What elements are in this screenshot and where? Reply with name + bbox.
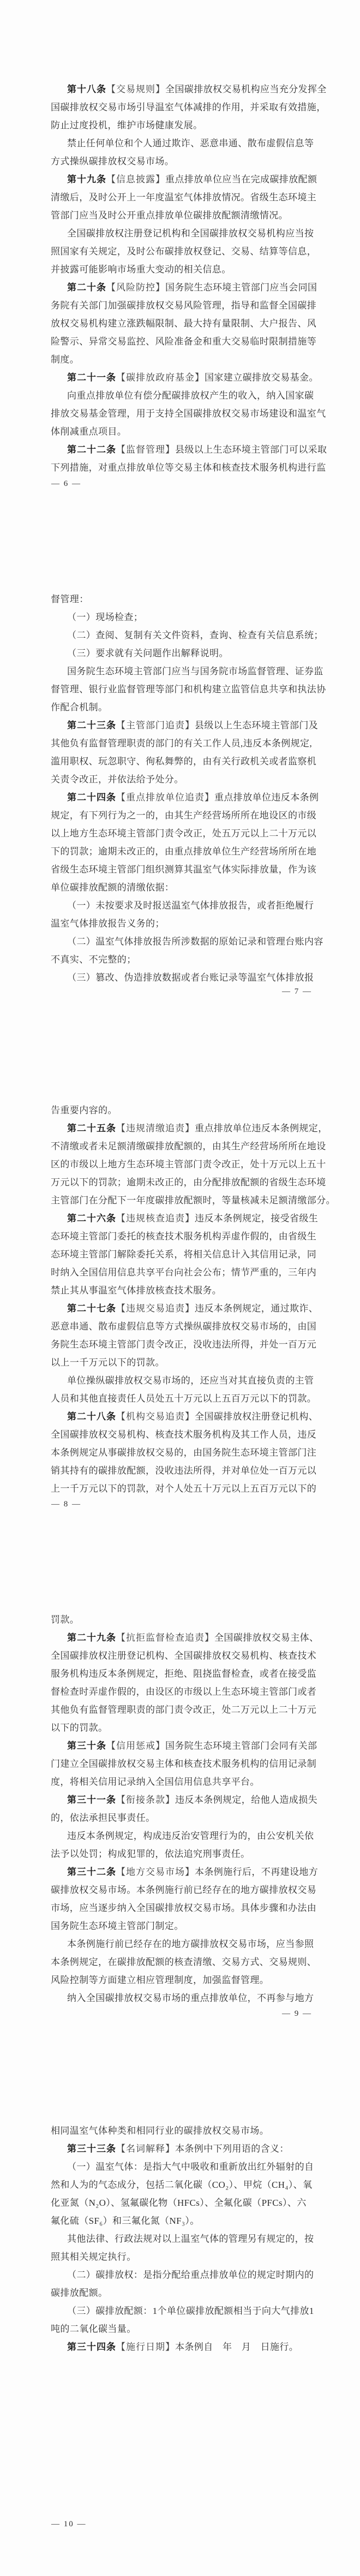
article-number: 第二十六条 <box>67 1213 116 1224</box>
line-text: （三）篡改、伪造排放数据或者台账记录等温室气体排放报 <box>67 972 314 983</box>
line-text: 相同温室气体种类和相同行业的碳排放权交易市场。 <box>51 2126 269 2136</box>
text-line <box>51 1791 315 1809</box>
line-text: 不清缴或者未足额清缴碳排放配额的，由其生产经营场所所在地设 <box>51 1141 326 1152</box>
text-line <box>51 1408 319 1426</box>
line-text: 排放交易基金管理，用于支持全国碳排放权交易市场建设和温室气 <box>51 408 326 419</box>
line-text: 关责令改正，并依法给予处分。 <box>51 774 184 785</box>
article-number: 第三十二条 <box>67 1867 116 1877</box>
line-text: 省级生态环境主管部门组织测算其温室气体实际排放量，作为该 <box>51 864 317 875</box>
text-line <box>51 1245 315 1263</box>
text-line <box>51 860 315 879</box>
line-text: 本条例规定从事碳排放权交易的，由国务院生态环境主管部门注 <box>51 1447 317 1458</box>
text-line <box>51 1173 326 1191</box>
line-text: 区的市级以上地方生态环境主管部门责令改正，处十万元以上五十 <box>51 1159 326 1170</box>
line-text: 人员和其他直接责任人员处五十万元以上五百万元以下的罚款。 <box>51 1393 317 1404</box>
line-text: 全国碳排放权注册登记机构、 <box>195 1411 319 1422</box>
text-line <box>51 369 319 387</box>
text-line <box>51 1719 315 1737</box>
line-text: （一）温室气体：是指大气中吸收和重新放出红外辐射的自 <box>67 2162 314 2172</box>
document-page-9 <box>51 1611 319 2007</box>
line-text: 恶意串通、散布虚假信息等方式操纵碳排放权交易市场的，由国 <box>51 1321 317 1332</box>
text-line <box>51 423 315 441</box>
article-title-bracket: 【机构交易追责】 <box>116 1411 195 1422</box>
text-line <box>51 1701 315 1719</box>
line-text: 吨的二氧化碳当量。 <box>51 2324 136 2334</box>
line-text: 重点排放单位违反本条例 <box>214 792 319 803</box>
document-page-8 <box>51 1101 335 1498</box>
page-number: — 7 — <box>282 987 312 996</box>
line-text: 禁止其从事温室气体排放核查技术服务。 <box>51 1285 222 1296</box>
text-line <box>51 2230 315 2248</box>
line-text: 以上地方生态环境主管部门责令改正，处五万元以上二十万元以 <box>51 828 317 839</box>
text-line <box>51 2266 315 2284</box>
line-text: 国务院生态环境主管部门制定。 <box>51 1921 184 1931</box>
line-text: 体削减重点项目。 <box>51 426 127 437</box>
text-line <box>51 242 315 260</box>
text-line <box>51 1971 315 1989</box>
text-line <box>51 680 326 698</box>
line-text: 态环境主管部门委托的核查技术服务机构弄虚作假的，由省级生 <box>51 1231 317 1242</box>
line-text: 其他负有监督管理职责的部门责令改正，处二万元以上二十万元 <box>51 1705 317 1715</box>
text-line <box>51 824 315 842</box>
line-text: （一）未按要求及时报送温室气体排放报告，或者拒绝履行 <box>67 900 314 911</box>
text-line <box>51 170 315 188</box>
line-text: 违反本条例规定，给他人造成损失 <box>175 1795 317 1805</box>
line-text: 方式操纵碳排放权交易市场。 <box>51 156 175 167</box>
text-line <box>51 278 315 296</box>
line-text: 违反本条例规定，通过欺诈、 <box>195 1303 319 1314</box>
text-line <box>51 2158 315 2176</box>
text-line <box>51 842 315 860</box>
text-line <box>51 296 315 314</box>
line-text: 本条例施行后，不再建设地方 <box>195 1867 319 1877</box>
text-line <box>51 1480 315 1498</box>
line-text: （三）碳排放配额：1个单位碳排放配额相当于向大气排放1 <box>67 2306 314 2316</box>
text-line <box>51 116 315 134</box>
line-text: 全国碳排放权注册登记机构、全国碳排放权交易机构、核查技术 <box>51 1651 317 1661</box>
line-text: 全国碳排放权注册登记机构和全国碳排放权交易机构应当按 <box>67 228 314 239</box>
text-line <box>51 1647 315 1665</box>
article-title-bracket: 【信用惩戒】 <box>106 1741 165 1751</box>
line-text: 服务机构违反本条例规定，拒绝、阻挠监督检查，或者在接受监 <box>51 1669 317 1679</box>
text-line <box>51 897 315 915</box>
text-line <box>51 98 326 116</box>
line-text: 重点排放单位违反本条例规定， <box>195 1123 328 1133</box>
article-number: 第二十四条 <box>67 792 116 803</box>
line-text: 违反本条例规定，接受省级生 <box>195 1213 319 1224</box>
article-number: 第三十三条 <box>67 2144 116 2154</box>
text-line <box>51 1863 319 1881</box>
line-text: 向重点排放单位有偿分配碳排放权产生的收入，纳入国家碳 <box>67 390 314 401</box>
article-number: 第三十条 <box>67 1741 106 1751</box>
line-text: 其他法律、行政法规对以上温室气体的管理另有规定的，按 <box>67 2234 314 2244</box>
article-title-bracket: 【风险防控】 <box>106 282 165 293</box>
line-text: 其他负有监督管理职责的部门的有关工作人员,违反本条例规定, <box>51 738 313 749</box>
line-text: 下的罚款；逾期未改正的，由重点排放单位生产经营场所所在地 <box>51 846 317 857</box>
line-text: 滥用职权、玩忽职守、徇私舞弊的，由有关行政机关或者监察机 <box>51 756 317 767</box>
text-line <box>51 1336 315 1354</box>
document-page-10 <box>51 2122 315 2356</box>
text-line <box>51 1101 315 1119</box>
line-text: 照国家有关规定，及时公布碳排放权登记、交易、结算等信息， <box>51 246 317 257</box>
text-line <box>51 2302 315 2320</box>
text-line <box>51 2122 315 2140</box>
article-title-bracket: 【衔接条款】 <box>116 1795 175 1805</box>
line-text: 态环境主管部门解除委托关系，将相关信息计入其信用记录，同 <box>51 1249 317 1260</box>
text-line <box>51 788 319 806</box>
text-line <box>51 224 315 242</box>
text-line <box>51 405 326 423</box>
text-line <box>51 1917 315 1935</box>
document-page-6 <box>51 80 327 477</box>
text-line <box>51 951 315 969</box>
text-line <box>51 1317 315 1336</box>
article-title-bracket: 【违规清缴追责】 <box>116 1123 195 1133</box>
text-line <box>51 1119 328 1137</box>
text-line <box>51 188 315 206</box>
article-number: 第二十三条 <box>67 720 116 731</box>
article-title-bracket: 【监督管理】 <box>116 444 175 455</box>
text-line <box>51 333 315 351</box>
line-text: 本条例中下列用语的含义： <box>175 2144 289 2154</box>
text-line <box>51 2140 315 2158</box>
line-text: 全国碳排放权交易机构应当充分发挥全 <box>165 84 327 94</box>
article-title-bracket: 【违规交易追责】 <box>116 1303 195 1314</box>
line-text: 法予以处罚；构成犯罪的，依法追究刑事责任。 <box>51 1849 250 1859</box>
article-title-bracket: 【地方交易市场】 <box>116 1867 195 1877</box>
line-text: （一）现场检查； <box>67 612 143 622</box>
text-line <box>51 915 315 933</box>
text-line <box>51 1989 315 2007</box>
line-text: （二）碳排放权：是指分配给重点排放单位的规定时期内的 <box>67 2270 314 2280</box>
line-text: 单位操纵碳排放权交易市场的，还应当对其直接负责的主管 <box>67 1375 314 1386</box>
text-line <box>51 2176 315 2194</box>
article-number: 第二十一条 <box>67 372 116 383</box>
text-line <box>51 2284 315 2302</box>
text-line <box>51 1953 315 1971</box>
article-number: 第三十一条 <box>67 1795 116 1805</box>
line-text: 的，依法承担民事责任。 <box>51 1813 155 1823</box>
text-line <box>51 1372 315 1390</box>
line-text: 下列措施，对重点排放单位等交易主体和核查技术服务机构进行监 <box>51 462 326 473</box>
line-text: 国碳排放权交易市场引导温室气体减排的作用，并采取有效措施， <box>51 102 326 112</box>
line-text: 重点排放单位应当在完成碳排放配额 <box>165 174 317 185</box>
article-title-bracket: 【施行日期】 <box>116 2342 175 2352</box>
article-number: 第二十八条 <box>67 1411 116 1422</box>
text-line <box>51 1755 315 1773</box>
line-text: 单位碳排放配额的清缴依据： <box>51 882 175 893</box>
text-line <box>51 1611 315 1629</box>
line-text: 本条例自 年 月 日施行。 <box>175 2342 299 2352</box>
line-text: 国务院生态环境主管部门应当会同国 <box>165 282 317 293</box>
text-line <box>51 626 323 644</box>
article-number: 第三十四条 <box>67 2342 116 2352</box>
text-line <box>51 134 315 152</box>
text-line <box>51 1845 315 1863</box>
text-line <box>51 698 315 716</box>
line-text: 时纳入全国信用信息共享平台向社会公布；情节严重的，三年内 <box>51 1267 317 1278</box>
page-number: — 9 — <box>282 2009 312 2018</box>
line-text: 督管理： <box>51 594 89 604</box>
article-title-bracket: 【违规核查追责】 <box>116 1213 195 1224</box>
article-title-bracket: 【碳排放政府基金】 <box>116 372 205 383</box>
line-text: 全国碳排放权交易机构、核查技术服务机构及其工作人员，违反 <box>51 1429 317 1440</box>
line-text: 化亚氮（N₂O）、氢氟碳化物（HFCs）、全氟化碳（PFCs）、六 <box>51 2198 307 2208</box>
line-text: 以上一千万元以下的罚款。 <box>51 1357 165 1368</box>
line-text: 氟化硫（SF₆）和三氟化氮（NF₃）。 <box>51 2216 200 2226</box>
text-line <box>51 1281 315 1299</box>
line-text: 作配合机制。 <box>51 702 108 713</box>
article-title-bracket: 【交易规则】 <box>106 84 165 94</box>
text-line <box>51 1426 315 1444</box>
text-line <box>51 752 315 770</box>
line-text: 纳入全国碳排放权交易市场的重点排放单位，不再参与地方 <box>67 1993 314 2003</box>
line-text: 碳排放权交易市场。本条例施行前已经存在的地方碳排放权交易 <box>51 1885 317 1895</box>
line-text: （三）要求就有关问题作出解释说明。 <box>67 648 229 658</box>
article-title-bracket: 【抗拒监督检查追责】 <box>116 1633 214 1643</box>
line-text: 碳排放配额。 <box>51 2288 108 2298</box>
line-text: 本条例施行前已经存在的地方碳排放权交易市场，应当参照 <box>67 1939 314 1949</box>
page-number: — 10 — <box>51 2520 87 2528</box>
line-text: 万元以下的罚款；逾期未改正的，由分配排放配额的省级生态环境 <box>51 1177 326 1188</box>
line-text: 督管理、银行业监督管理等部门和机构建立监管信息共享和执法协 <box>51 684 326 695</box>
article-number: 第二十二条 <box>67 444 116 455</box>
line-text: 门建立全国碳排放权交易主体和核查技术服务机构的信用记录制 <box>51 1759 317 1769</box>
line-text: 规定，有下列行为之一的，由其生产经营场所所在地设区的市级 <box>51 810 317 821</box>
text-line <box>51 933 323 951</box>
text-line <box>51 1809 315 1827</box>
text-line <box>51 1462 315 1480</box>
text-line <box>51 2212 315 2230</box>
line-text: 县级以上生态环境主管部门可以采取 <box>175 444 327 455</box>
text-line <box>51 2320 315 2338</box>
text-line <box>51 734 315 752</box>
line-text: 险警示、异常交易监控、风险准备金和重大交易临时限制措施等 <box>51 336 317 347</box>
text-line <box>51 1155 326 1173</box>
text-line <box>51 206 315 224</box>
line-text: 不真实、不完整的； <box>51 954 136 965</box>
line-text: 县级以上生态环境主管部门及 <box>195 720 319 731</box>
text-line <box>51 1665 315 1683</box>
line-text: 务院有关部门加强碳排放权交易风险管理，指导和监督全国碳排 <box>51 300 317 311</box>
text-line <box>51 1137 326 1155</box>
line-text: 管部门应当及时公开重点排放单位碳排放配额清缴情况。 <box>51 210 288 221</box>
text-line <box>51 80 327 98</box>
text-line <box>51 1299 319 1317</box>
article-number: 第十九条 <box>67 174 106 185</box>
line-text: 国家建立碳排放交易基金。 <box>205 372 319 383</box>
page-number: — 8 — <box>51 1500 81 1509</box>
line-text: 主管部门在分配下一年度碳排放配额时，等量核减未足额清缴部分。 <box>51 1195 335 1206</box>
text-line <box>51 1191 335 1209</box>
page-number: — 6 — <box>51 479 81 488</box>
text-line <box>51 387 315 405</box>
text-line <box>51 1737 315 1755</box>
text-line <box>51 2248 315 2266</box>
line-text: 市场，应当逐步纳入全国碳排放权交易市场。具体步骤和办法由 <box>51 1903 317 1913</box>
text-line <box>51 459 326 477</box>
line-text: 然和人为的气态成分，包括二氧化碳（CO₂）、甲烷（CH₄）、氧 <box>51 2180 313 2190</box>
line-text: 禁止任何单位和个人通过欺诈、恶意串通、散布虚假信息等 <box>67 138 314 149</box>
text-line <box>51 879 315 897</box>
line-text: 照其相关规定执行。 <box>51 2252 136 2262</box>
text-line <box>51 1263 315 1281</box>
line-text: 务院生态环境主管部门责令改正，没收违法所得，并处一百万元 <box>51 1339 317 1350</box>
article-title-bracket: 【信息披露】 <box>106 174 165 185</box>
line-text: 告重要内容的。 <box>51 1105 117 1115</box>
text-line <box>51 716 319 734</box>
text-line <box>51 806 315 824</box>
text-line <box>51 1629 319 1647</box>
line-text: 清缴后，及时公开上一年度温室气体排放情况。省级生态环境主 <box>51 192 317 203</box>
article-number: 第二十条 <box>67 282 106 293</box>
line-text: 制度。 <box>51 354 80 365</box>
text-line <box>51 1827 315 1845</box>
text-line <box>51 152 315 170</box>
text-line <box>51 260 315 278</box>
text-line <box>51 314 315 333</box>
text-line <box>51 1209 319 1227</box>
article-number: 第二十九条 <box>67 1633 116 1643</box>
line-text: （二）查阅、复制有关文件资料，查询、检查有关信息系统； <box>67 630 323 640</box>
article-title-bracket: 【重点排放单位追责】 <box>116 792 214 803</box>
line-text: 防止过度投机，维护市场健康发展。 <box>51 120 203 130</box>
line-text: 全国碳排放权交易主体、 <box>214 1633 319 1643</box>
line-text: 本条例规定，在碳排放配额的核查清缴、交易方式、交易规则、 <box>51 1957 317 1967</box>
text-line <box>51 1773 315 1791</box>
article-number: 第十八条 <box>67 84 106 94</box>
article-title-bracket: 【名词解释】 <box>116 2144 175 2154</box>
line-text: 放权交易机构建立涨跌幅限制、最大持有量限制、大户报告、风 <box>51 318 317 329</box>
text-line <box>51 1227 315 1245</box>
text-line <box>51 351 315 369</box>
text-line <box>51 608 315 626</box>
text-line <box>51 662 323 680</box>
line-text: 违反本条例规定，构成违反治安管理行为的，由公安机关依 <box>67 1831 314 1841</box>
document-page-7 <box>51 590 326 987</box>
line-text: 并披露可能影响市场重大变动的相关信息。 <box>51 264 231 275</box>
line-text: 以下的罚款。 <box>51 1723 108 1733</box>
text-line <box>51 969 315 987</box>
article-title-bracket: 【主管部门追责】 <box>116 720 195 731</box>
line-text: 上一千万元以下的罚款，对个人处五十万元以上五百万元以下的 <box>51 1483 317 1494</box>
line-text: 温室气体排放报告义务的； <box>51 918 165 929</box>
line-text: （二）温室气体排放报告所涉数据的原始记录和管理台账内容 <box>67 936 323 947</box>
text-line <box>51 590 315 608</box>
line-text: 督检查时弄虚作假的，由设区的市级以上生态环境主管部门或者 <box>51 1687 317 1697</box>
text-line <box>51 1881 315 1899</box>
text-line <box>51 770 315 788</box>
text-line <box>51 1390 315 1408</box>
text-line <box>51 2338 315 2356</box>
line-text: 国务院生态环境主管部门会同有关部 <box>165 1741 317 1751</box>
text-line <box>51 1935 315 1953</box>
article-number: 第二十七条 <box>67 1303 116 1314</box>
text-line <box>51 2194 315 2212</box>
line-text: 国务院生态环境主管部门应当与国务院市场监督管理、证券监 <box>67 666 323 676</box>
text-line <box>51 1354 315 1372</box>
text-line <box>51 1444 315 1462</box>
text-line <box>51 1899 315 1917</box>
text-line <box>51 644 315 662</box>
text-line <box>51 441 327 459</box>
line-text: 销其持有的碳排放配额，没收违法所得，并对单位处一百万元以 <box>51 1465 317 1476</box>
line-text: 度，将相关信用记录纳入全国信用信息共享平台。 <box>51 1777 260 1787</box>
text-line <box>51 1683 315 1701</box>
article-number: 第二十五条 <box>67 1123 116 1133</box>
line-text: 罚款。 <box>51 1615 80 1625</box>
line-text: 风险控制等方面建立相应管理制度，加强监督管理。 <box>51 1975 269 1985</box>
